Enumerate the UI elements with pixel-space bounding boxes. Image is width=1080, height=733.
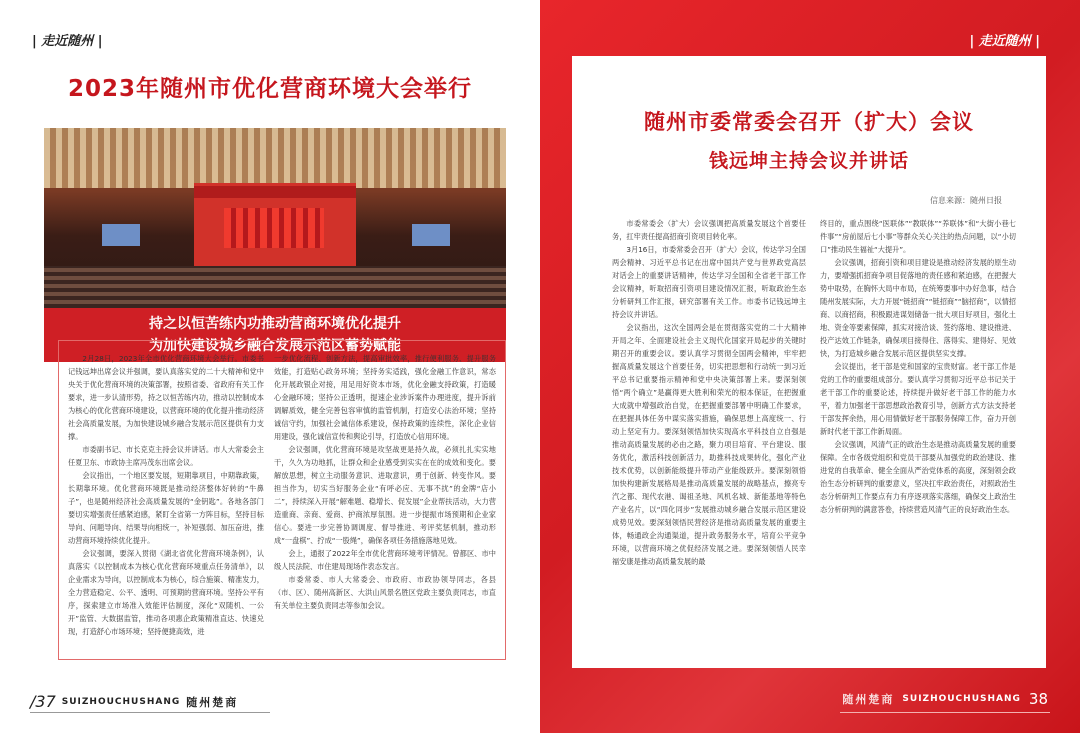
photo-screen-left bbox=[102, 224, 140, 246]
paragraph: 会议提出，老干部是党和国家的宝贵财富。老干部工作是党的工作的重要组成部分。要认真学习贯彻习近平总书记关于老干部工作的重要论述，持续提升做好老干部工作的能力水平，着力加强老干部思想政治教育引导，创新方式方法支持老干部发挥余热，用心用情做好老干部服务保障工作，奋力开创新时代老干部工作新局面。 bbox=[820, 362, 1016, 436]
subtitle-line-1: 持之以恒苦练内功推动营商环境优化提升 bbox=[149, 316, 401, 332]
section-tag-right: | 走近随州 | bbox=[969, 34, 1040, 49]
paragraph: 市委常委、市人大常委会、市政府、市政协领导同志，各县（市、区）、随州高新区、大洪山风景名胜区党政主要负责同志，市直有关单位主要负责同志等参加会议。 bbox=[274, 575, 496, 610]
conference-photo bbox=[44, 128, 506, 308]
subtitle-line-2: 为加快建设城乡融合发展示范区蓄势赋能 bbox=[149, 338, 401, 354]
paragraph: 会议强调，优化营商环境是攻坚战更是持久战，必须扎扎实实地干，久久为功地抓，让群众和企业感受到实实在在的成效和变化。要解放思想，树立主动服务意识、进取意识，勇于创新、转变作风。要担当作为，切实当好服务企业“有呼必应、无事不扰”的金牌“店小二”，持续深入开展“解难题、稳增长、促发展”企业帮扶活动，大力营造重商、亲商、爱商、护商浓厚氛围。进一步提振市场预期和企业家信心。要进一步完善协调调度、督导推进、考评奖惩机制，推动形成“一盘棋”、拧成“一股绳”，确保各项任务措施落地见效。 bbox=[274, 445, 496, 545]
photo-ceiling bbox=[44, 128, 506, 188]
magazine-name-cn-right: 随州楚商 bbox=[842, 693, 895, 706]
source-right: 信息来源：随州日报 bbox=[930, 196, 1002, 205]
page-number-right: 38 bbox=[1028, 690, 1048, 708]
paragraph: 市委常委会（扩大）会议强调把高质量发展这个首要任务，扛牢责任提高招商引资项目转化率。 bbox=[612, 219, 806, 241]
paragraph: 会议指出，一个地区要发展，短期靠项目，中期靠政策，长期靠环境。优化营商环境既是推动经济整体好转的“牛鼻子”，也是随州经济社会高质量发展的“金钥匙”。各地各部门要切实增强责任感紧迫感，紧盯全省第一方阵目标，坚持目标导向、问题导向、结果导向相统一，补短强弱、加压奋进，推动营商环境持续优化提升。 bbox=[68, 471, 264, 545]
section-tag-left: | 走近随州 | bbox=[32, 34, 103, 49]
page-number-left: /37 bbox=[30, 692, 56, 711]
paragraph: 市委副书记、市长克克主持会议并讲话。市人大常委会主任夏卫东、市政协主席冯茂东出席会议。 bbox=[68, 445, 264, 467]
footer-rule-right bbox=[840, 712, 1050, 713]
paragraph: 会议强调，招商引资和项目建设是推动经济发展的原生动力，要增强抓招商争项目促落地的责任感和紧迫感，在把握大势中取势，在胸怀大局中布局，在统筹要事中办好急事，结合随州发展实际，大力开展“链招商”“链招商”“脑招商”，以情招商、以商招商，积极跟进谋划储备一批大项目好项目，强化土地、资金等要素保障，抓实对接洽谈、签约落地、建设推进、投产达效工作链条，确保项目接得住、落得实、建得好、见效快，为打造城乡融合发展示范区提供坚实支撑。 bbox=[820, 258, 1016, 358]
footer-left bbox=[30, 692, 238, 711]
paragraph: 2月28日，2023年全市优化营商环境大会举行。市委书记钱远坤出席会议并强调，要认真落实党的二十大精神和党中央关于优化营商环境的决策部署，按照省委、省政府有关工作要求，进一步认清形势，持之以恒苦练内功，推动以控制成本为核心的优化营商环境建设，以营商环境的优化提升推动经济社会高质量发展，为加快建设城乡融合发展示范区提供有力支撑。 bbox=[68, 354, 264, 441]
photo-flags bbox=[224, 208, 324, 248]
footer-rule-left bbox=[30, 712, 270, 713]
magazine-name-en-left: SUIZHOUCHUSHANG bbox=[61, 696, 181, 707]
magazine-name-en-right: SUIZHOUCHUSHANG bbox=[902, 694, 1021, 704]
article-column-left-2 bbox=[274, 352, 496, 612]
article-column-left-1 bbox=[68, 352, 264, 638]
article-title-right-line-2: 钱远坤主持会议并讲话 bbox=[708, 150, 909, 172]
article-title-right-line-1: 随州市委常委会召开（扩大）会议 bbox=[644, 110, 974, 134]
article-column-right-1 bbox=[612, 217, 806, 568]
article-title-left: 2023年随州市优化营商环境大会举行 bbox=[67, 76, 472, 102]
paragraph: 会议指出，这次全国两会是在贯彻落实党的二十大精神开局之年、全面建设社会主义现代化国家开局起步的关键时期召开的重要会议。要认真学习贯彻全国两会精神，牢牢把握高质量发展这个首要任务，切实把思想和行动统一到习近平总书记重要指示精神和党中央决策部署上来。要深刻领悟“两个确立”是赢得更大胜利和荣光的根本保证，在把握重大成就中增强政治自觉，在把握重要部署中明确工作要求，在把握具体任务中谋实落实措施，确保思想上高度统一、行动上坚定有力。要深刻领悟加快实现高水平科技自立自强是推动高质量发展的必由之路，聚力项目培育、平台建设、服务优化，激活科技创新活力，助推科技成果转化，强化产业技术优势，以创新能级提升带动产业能级跃升。要深刻领悟加快构建新发展格局是推动高质量发展的战略基点，擦亮专汽之都、现代农港、谒祖圣地、风机名城、新能基地等特色产业名片，以“四化同步”发展推动城乡融合发展示范区建设成势见效。要深刻领悟民营经济是推动高质量发展的重要主体，畅通政企沟通渠道，提升政务服务水平，培育公平竞争环境，以营商环境之优促经济发展之进。要深刻领悟人民幸福安康是推动高质量发展的最 bbox=[612, 323, 806, 566]
footer-right bbox=[842, 690, 1048, 708]
paragraph: 一步优化流程、创新方法，提高审批效率，推行便利服务、提升服务效能，打造贴心政务环境；坚持务实适践，强化金融工作意识，常态化开展政银企对接，用足用好资本市场，优化金融支持政策，打造暖心金融环境；坚持公正透明，提速企业涉诉案件办理进度，提升诉前调解质效，健全完善包容审慎的监管机制，打造安心法治环境；坚持诚信守约，加强社会诚信体系建设，保持政策的连续性，深化企业信用建设，强化诚信宣传和舆论引导，打造放心信用环境。 bbox=[274, 354, 496, 441]
article-column-right-2 bbox=[820, 217, 1016, 516]
photo-seats bbox=[44, 266, 506, 308]
photo-screen-right bbox=[412, 224, 450, 246]
paragraph: 会议强调，风清气正的政治生态是推动高质量发展的重要保障。全市各级党组织和党员干部要从加强党的政治建设、推进党的自我革命、健全全面从严治党体系的高度，深刻领会政治生态分析研判的重要意义，坚决扛牢政治责任，对照政治生态分析研判工作要点有力有序逐项落实落细，确保交上政治生态分析研判的满意答卷，持续营造风清气正的良好政治生态。 bbox=[820, 440, 1016, 514]
paragraph: 会议强调，要深入贯彻《湖北省优化营商环境条例》，认真落实《以控制成本为核心优化营商环境重点任务清单》，以企业需求为导向，以控制成本为核心，综合施策、精准发力，全力营造稳定、公平、透明、可预期的营商环境。坚持公平有序，探索建立市场准入效能评估制度，深化“双随机、一公开”监管、大数据监管，推动各项惠企政策精准直达、快速兑现，打造舒心市场环境；坚持便捷高效，进 bbox=[68, 549, 264, 636]
paragraph: 3月16日，市委常委会召开（扩大）会议，传达学习全国两会精神、习近平总书记在出席中国共产党与世界政党高层对话会上的重要讲话精神，传达学习全国和全省老干部工作会议精神，听取招商引资项目建设情况汇报，听取政治生态分析研判工作汇报，研究部署有关工作。市委书记钱远坤主持会议并讲话。 bbox=[612, 245, 806, 319]
photo-banner bbox=[194, 186, 356, 198]
paragraph: 会上，通报了2022年全市优化营商环境考评情况。曾都区、市中级人民法院、市住建局现场作表态发言。 bbox=[274, 549, 496, 571]
magazine-name-cn-left: 随州楚商 bbox=[186, 695, 239, 709]
paragraph: 终目的，重点围绕“医联体”“教联体”“养联体”和“大街小巷七件事”“房前屋后七小事”等群众关心关注的热点问题，以“小切口”推动民生福祉“大提升”。 bbox=[820, 219, 1016, 254]
